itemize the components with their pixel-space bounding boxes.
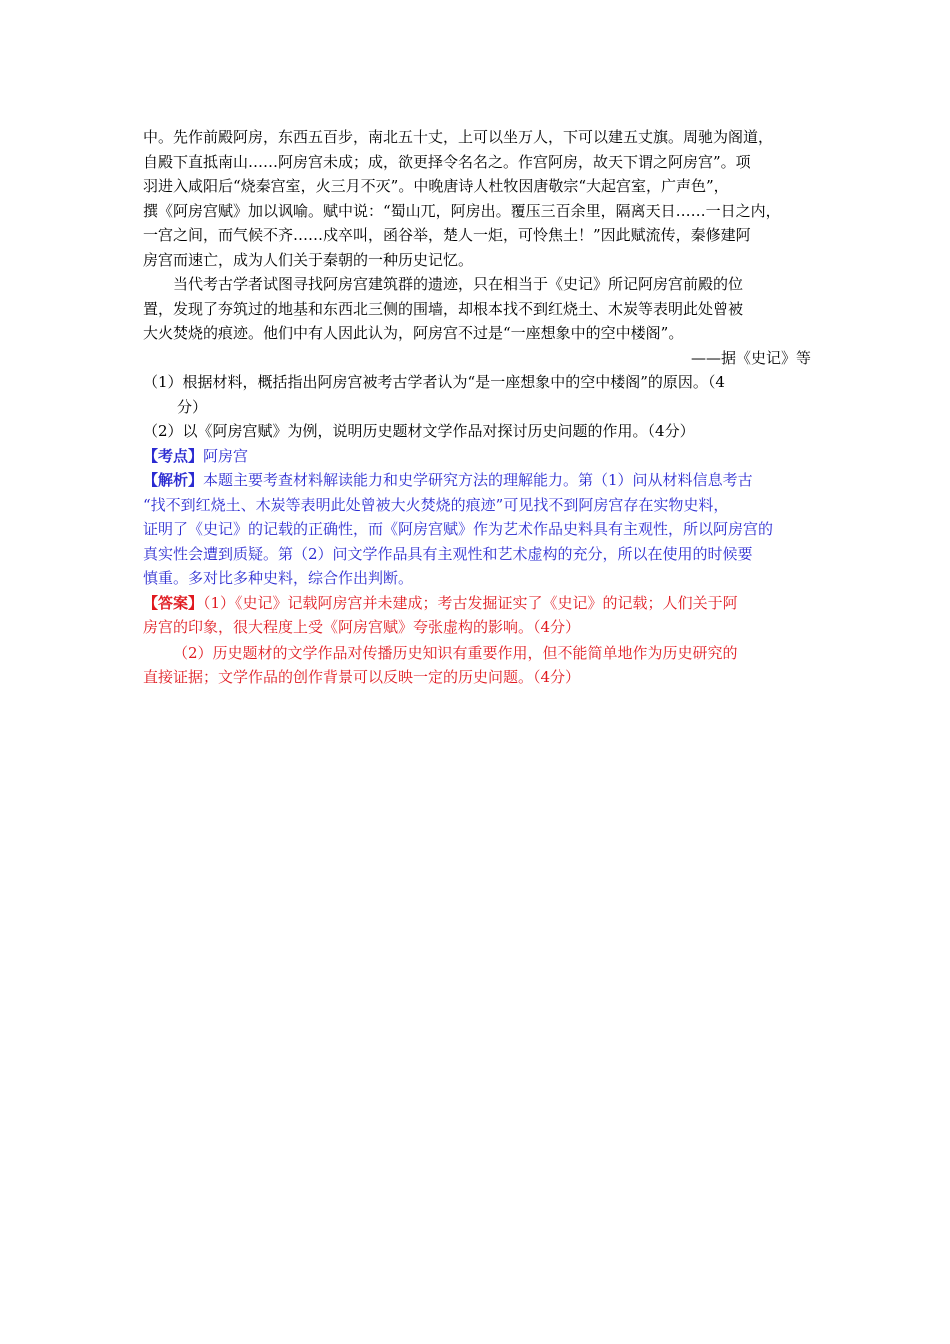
kaodian-section — [143, 444, 811, 469]
daan-line: 房宫的印象，很大程度上受《阿房宫赋》夸张虚构的影响。（4分） — [143, 618, 581, 636]
jiexi-line: 真实性会遭到质疑。第（2）问文学作品具有主观性和艺术虚构的充分，所以在使用的时候要 — [143, 544, 753, 563]
material-source: ——据《史记》等 — [690, 348, 811, 367]
question-1-line: 分） — [177, 397, 208, 416]
material-line: 置，发现了夯筑过的地基和东西北三侧的围墙，却根本找不到红烧土、木炭等表明此处曾被 — [143, 299, 744, 318]
material-paragraph-1 — [143, 125, 811, 272]
material-line: 大火焚烧的痕迹。他们中有人因此认为，阿房宫不过是“一座想象中的空中楼阁”。 — [143, 324, 684, 342]
daan-section — [143, 591, 811, 690]
kaodian-label: 【考点】 — [143, 446, 204, 465]
material-line: 羽进入咸阳后“烧秦宫室，火三月不灭”。中晚唐诗人杜牧因唐敬宗“大起宫室，广声色”， — [143, 177, 729, 195]
daan-text: （1）《史记》记载阿房宫并未建成；考古发掘证实了《史记》的记载；人们关于阿 — [203, 593, 738, 612]
jiexi-line: “找不到红烧土、木炭等表明此处曾被大火焚烧的痕迹”可见找不到阿房宫存在实物史料， — [143, 495, 729, 514]
jiexi-label: 【解析】 — [143, 471, 204, 489]
material-line: 撰《阿房宫赋》加以讽喻。赋中说：“蜀山兀，阿房出。覆压三百余里，隔离天日……一日之内， — [143, 201, 781, 220]
jiexi-text: 本题主要考查材料解读能力和史学研究方法的理解能力。第（1）问从材料信息考古 — [203, 471, 753, 489]
question-1 — [143, 370, 811, 419]
material-line: 一宫之间，而气候不齐……戍卒叫，函谷举，楚人一炬，可怜焦土！”因此赋流传，秦修建阿 — [143, 226, 751, 244]
daan-line: （2）历史题材的文学作品对传播历史知识有重要作用，但不能简单地作为历史研究的 — [173, 643, 738, 662]
document-page — [143, 125, 811, 690]
material-line: 自殿下直抵南山……阿房宫未成；成，欲更择令名名之。作宫阿房，故天下谓之阿房宫”。项 — [143, 152, 751, 171]
material-line: 中。先作前殿阿房，东西五百步，南北五十丈，上可以坐万人，下可以建五丈旗。周驰为阁道， — [143, 128, 774, 146]
jiexi-section — [143, 468, 811, 591]
jiexi-line: 慎重。多对比多种史料，综合作出判断。 — [143, 569, 414, 587]
daan-label: 【答案】 — [143, 593, 204, 612]
question-1-line: （1）根据材料，概括指出阿房宫被考古学者认为“是一座想象中的空中楼阁”的原因。（4 — [143, 373, 725, 391]
daan-line — [143, 591, 811, 616]
kaodian-text: 阿房宫 — [203, 446, 249, 465]
daan-line: 直接证据；文学作品的创作背景可以反映一定的历史问题。（4分） — [143, 668, 581, 686]
jiexi-line: 证明了《史记》的记载的正确性，而《阿房宫赋》作为艺术作品史料具有主观性，所以阿房宫的 — [143, 520, 774, 538]
question-2: （2）以《阿房宫赋》为例，说明历史题材文学作品对探讨历史问题的作用。（4分） — [143, 422, 695, 440]
material-line: 房宫而速亡，成为人们关于秦朝的一种历史记忆。 — [143, 250, 474, 269]
material-line: 当代考古学者试图寻找阿房宫建筑群的遗迹，只在相当于《史记》所记阿房宫前殿的位 — [173, 275, 744, 293]
jiexi-line — [143, 468, 811, 493]
material-paragraph-2 — [143, 272, 811, 346]
